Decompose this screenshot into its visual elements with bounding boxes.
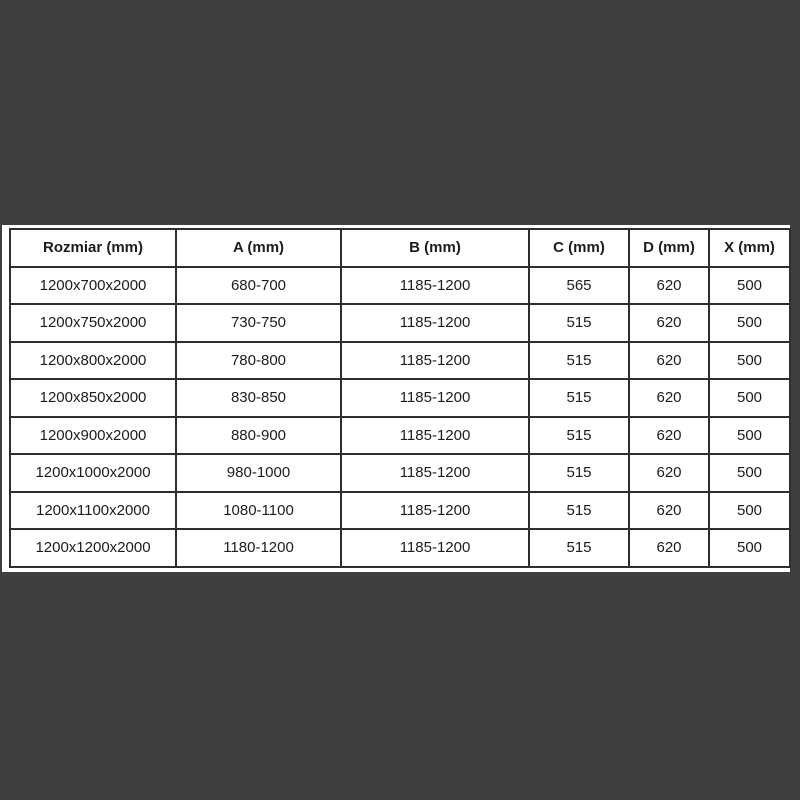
table-row: [10, 304, 790, 342]
table-cell: 1200x850x2000: [10, 379, 176, 417]
table-cell: 565: [529, 267, 629, 305]
table-row: [10, 379, 790, 417]
table-cell: 680-700: [176, 267, 341, 305]
table-cell: 620: [629, 492, 709, 530]
table-cell: 1200x800x2000: [10, 342, 176, 380]
table-row: [10, 267, 790, 305]
table-cell: 515: [529, 492, 629, 530]
table-cell: 500: [709, 267, 790, 305]
table-cell: 620: [629, 454, 709, 492]
table-cell: 500: [709, 342, 790, 380]
table-header-row: [10, 229, 790, 267]
table-row: [10, 417, 790, 455]
header-cell: Rozmiar (mm): [10, 229, 176, 267]
table-row: [10, 342, 790, 380]
table-cell: 1200x700x2000: [10, 267, 176, 305]
table-cell: 1200x1100x2000: [10, 492, 176, 530]
table-cell: 515: [529, 529, 629, 567]
table-cell: 1080-1100: [176, 492, 341, 530]
table-cell: 1185-1200: [341, 342, 529, 380]
header-cell: C (mm): [529, 229, 629, 267]
table-cell: 780-800: [176, 342, 341, 380]
table-cell: 515: [529, 304, 629, 342]
table-cell: 1200x1000x2000: [10, 454, 176, 492]
table-cell: 1185-1200: [341, 267, 529, 305]
table-sheet: [2, 225, 790, 572]
table-cell: 1185-1200: [341, 304, 529, 342]
table-cell: 515: [529, 454, 629, 492]
table-cell: 620: [629, 417, 709, 455]
table-cell: 515: [529, 342, 629, 380]
table-cell: 500: [709, 304, 790, 342]
table-cell: 1185-1200: [341, 379, 529, 417]
table-cell: 1180-1200: [176, 529, 341, 567]
table-cell: 1185-1200: [341, 529, 529, 567]
table-header: [10, 229, 790, 267]
table-body: [10, 267, 790, 567]
table-cell: 1185-1200: [341, 454, 529, 492]
table-cell: 500: [709, 379, 790, 417]
header-cell: X (mm): [709, 229, 790, 267]
table-cell: 1185-1200: [341, 417, 529, 455]
table-cell: 620: [629, 304, 709, 342]
table-row: [10, 529, 790, 567]
table-cell: 1200x1200x2000: [10, 529, 176, 567]
table-cell: 1185-1200: [341, 492, 529, 530]
table-cell: 620: [629, 342, 709, 380]
header-cell: D (mm): [629, 229, 709, 267]
table-cell: 880-900: [176, 417, 341, 455]
table-cell: 830-850: [176, 379, 341, 417]
header-cell: B (mm): [341, 229, 529, 267]
dimensions-spec-table: [9, 228, 791, 568]
table-cell: 1200x900x2000: [10, 417, 176, 455]
table-cell: 500: [709, 454, 790, 492]
table-cell: 980-1000: [176, 454, 341, 492]
table-cell: 500: [709, 529, 790, 567]
table-cell: 620: [629, 267, 709, 305]
table-cell: 500: [709, 417, 790, 455]
table-cell: 1200x750x2000: [10, 304, 176, 342]
table-cell: 620: [629, 379, 709, 417]
header-cell: A (mm): [176, 229, 341, 267]
table-cell: 515: [529, 417, 629, 455]
table-cell: 515: [529, 379, 629, 417]
table-row: [10, 492, 790, 530]
table-cell: 500: [709, 492, 790, 530]
table-cell: 620: [629, 529, 709, 567]
table-cell: 730-750: [176, 304, 341, 342]
table-row: [10, 454, 790, 492]
